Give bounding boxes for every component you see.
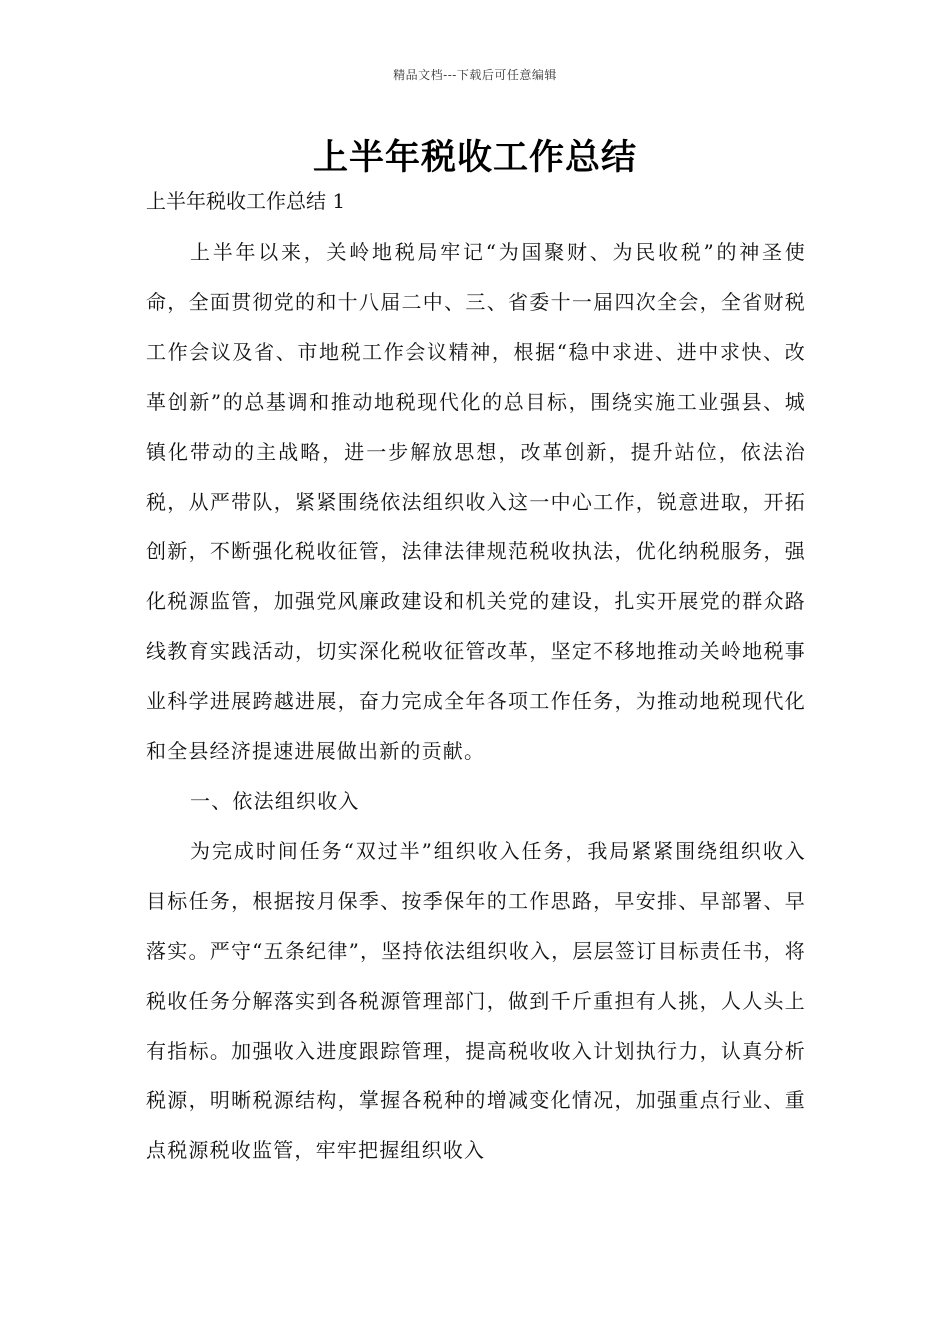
document-subtitle: 上半年税收工作总结 1 — [146, 189, 346, 213]
document-body — [146, 228, 806, 1176]
section-1-paragraph: 为完成时间任务“双过半”组织收入任务，我局紧紧围绕组织收入目标任务，根据按月保季、按季保年的工作思路，早安排、早部署、早落实。严守“五条纪律”，坚持依法组织收入，层层签订目标责任书，将税收任务分解落实到各税源管理部门，做到千斤重担有人挑，人人头上有指标。加强收入进度跟踪管理，提高税收收入计划执行力，认真分析税源，明晰税源结构，掌握各税种的增减变化情况，加强重点行业、重点税源税收监管，牢牢把握组织收入 — [146, 838, 806, 1163]
header-note: 精品文档---下载后可任意编辑 — [393, 68, 557, 82]
document-title: 上半年税收工作总结 — [312, 138, 637, 178]
section-heading-1: 一、依法组织收入 — [190, 788, 360, 813]
intro-paragraph: 上半年以来，关岭地税局牢记“为国聚财、为民收税”的神圣使命，全面贯彻党的和十八届二中、三、省委十一届四次全会，全省财税工作会议及省、市地税工作会议精神，根据“稳中求进、进中求快、改革创新”的总基调和推动地税现代化的总目标，围绕实施工业强县、城镇化带动的主战略，进一步解放思想，改革创新，提升站位，依法治税，从严带队，紧紧围绕依法组织收入这一中心工作，锐意进取，开拓创新，不断强化税收征管，法律法律规范税收执法，优化纳税服务，强化税源监管，加强党风廉政建设和机关党的建设，扎实开展党的群众路线教育实践活动，切实深化税收征管改革，坚定不移地推动关岭地税事业科学进展跨越进展，奋力完成全年各项工作任务，为推动地税现代化和全县经济提速进展做出新的贡献。 — [146, 240, 806, 764]
